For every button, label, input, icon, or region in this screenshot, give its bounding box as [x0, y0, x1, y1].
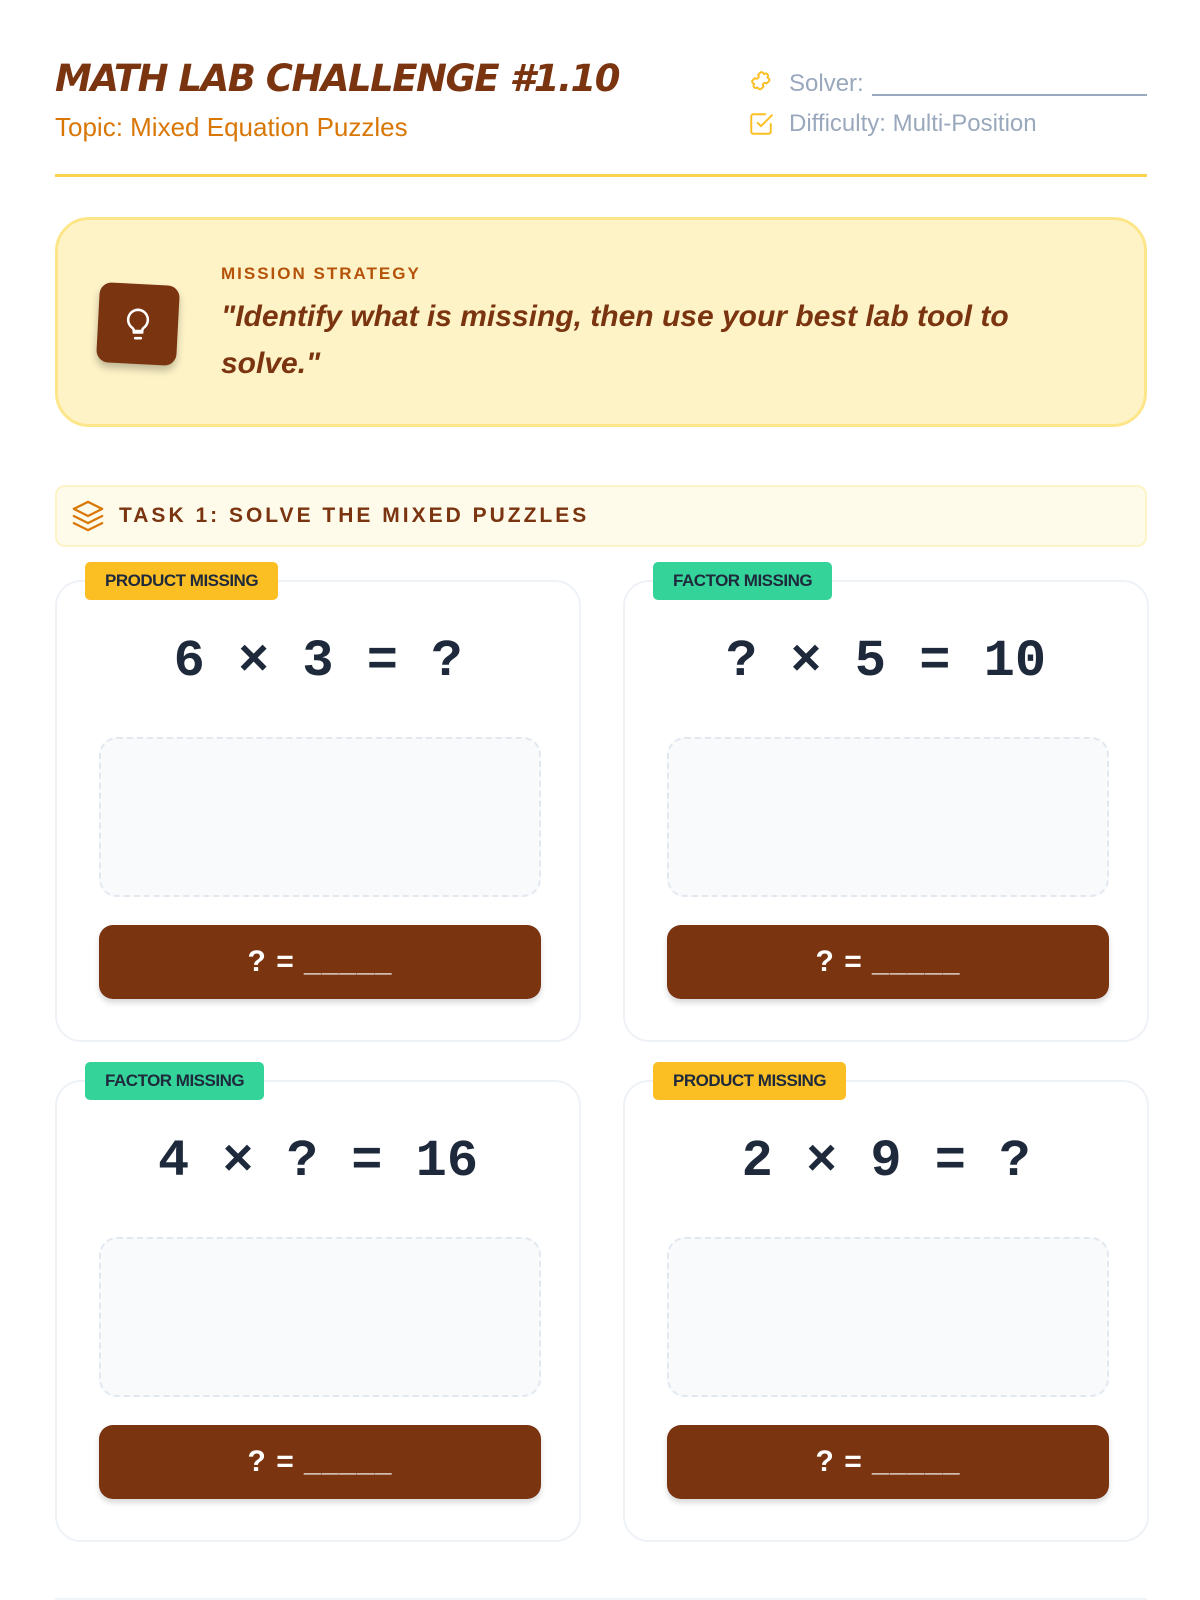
puzzle-icon: [747, 70, 775, 98]
topic-subtitle: Topic: Mixed Equation Puzzles: [55, 112, 408, 142]
meta-panel: [747, 64, 1147, 144]
puzzle-card: [623, 1071, 1149, 1542]
equation: 2 × 9 = ?: [741, 1132, 1031, 1191]
puzzle-card: [623, 571, 1149, 1042]
solver-row: [747, 64, 1147, 104]
header-divider: [55, 174, 1147, 177]
puzzle-card: [55, 1071, 581, 1542]
task-header: [55, 485, 1147, 547]
answer-field[interactable]: ? = _____: [99, 1425, 541, 1499]
work-area[interactable]: [667, 1237, 1109, 1397]
puzzle-card: [55, 571, 581, 1042]
checkbox-icon: [747, 110, 775, 138]
solver-label: Solver:: [789, 70, 864, 97]
equation: 4 × ? = 16: [157, 1132, 479, 1191]
strategy-box: [55, 217, 1147, 427]
strategy-quote: "Identify what is missing, then use your best lab tool to solve.": [221, 300, 1009, 380]
difficulty-label: Difficulty: Multi-Position: [789, 110, 1037, 137]
page-title: MATH LAB CHALLENGE #1.10: [55, 57, 620, 100]
header: [55, 56, 1147, 176]
answer-field[interactable]: ? = _____: [667, 1425, 1109, 1499]
layers-icon: [71, 499, 105, 533]
work-area[interactable]: [99, 737, 541, 897]
card-tag: FACTOR MISSING: [85, 1062, 264, 1100]
answer-field[interactable]: ? = _____: [99, 925, 541, 999]
work-area[interactable]: [667, 737, 1109, 897]
task-title: TASK 1: SOLVE THE MIXED PUZZLES: [119, 504, 590, 527]
solver-name-field[interactable]: [872, 72, 1147, 96]
card-tag: PRODUCT MISSING: [653, 1062, 846, 1100]
strategy-label: MISSION STRATEGY: [221, 264, 421, 283]
equation: 6 × 3 = ?: [173, 632, 463, 691]
lightbulb-icon: [96, 282, 180, 366]
work-area[interactable]: [99, 1237, 541, 1397]
answer-field[interactable]: ? = _____: [667, 925, 1109, 999]
difficulty-row: [747, 104, 1147, 144]
card-tag: FACTOR MISSING: [653, 562, 832, 600]
card-tag: PRODUCT MISSING: [85, 562, 278, 600]
equation: ? × 5 = 10: [725, 632, 1047, 691]
